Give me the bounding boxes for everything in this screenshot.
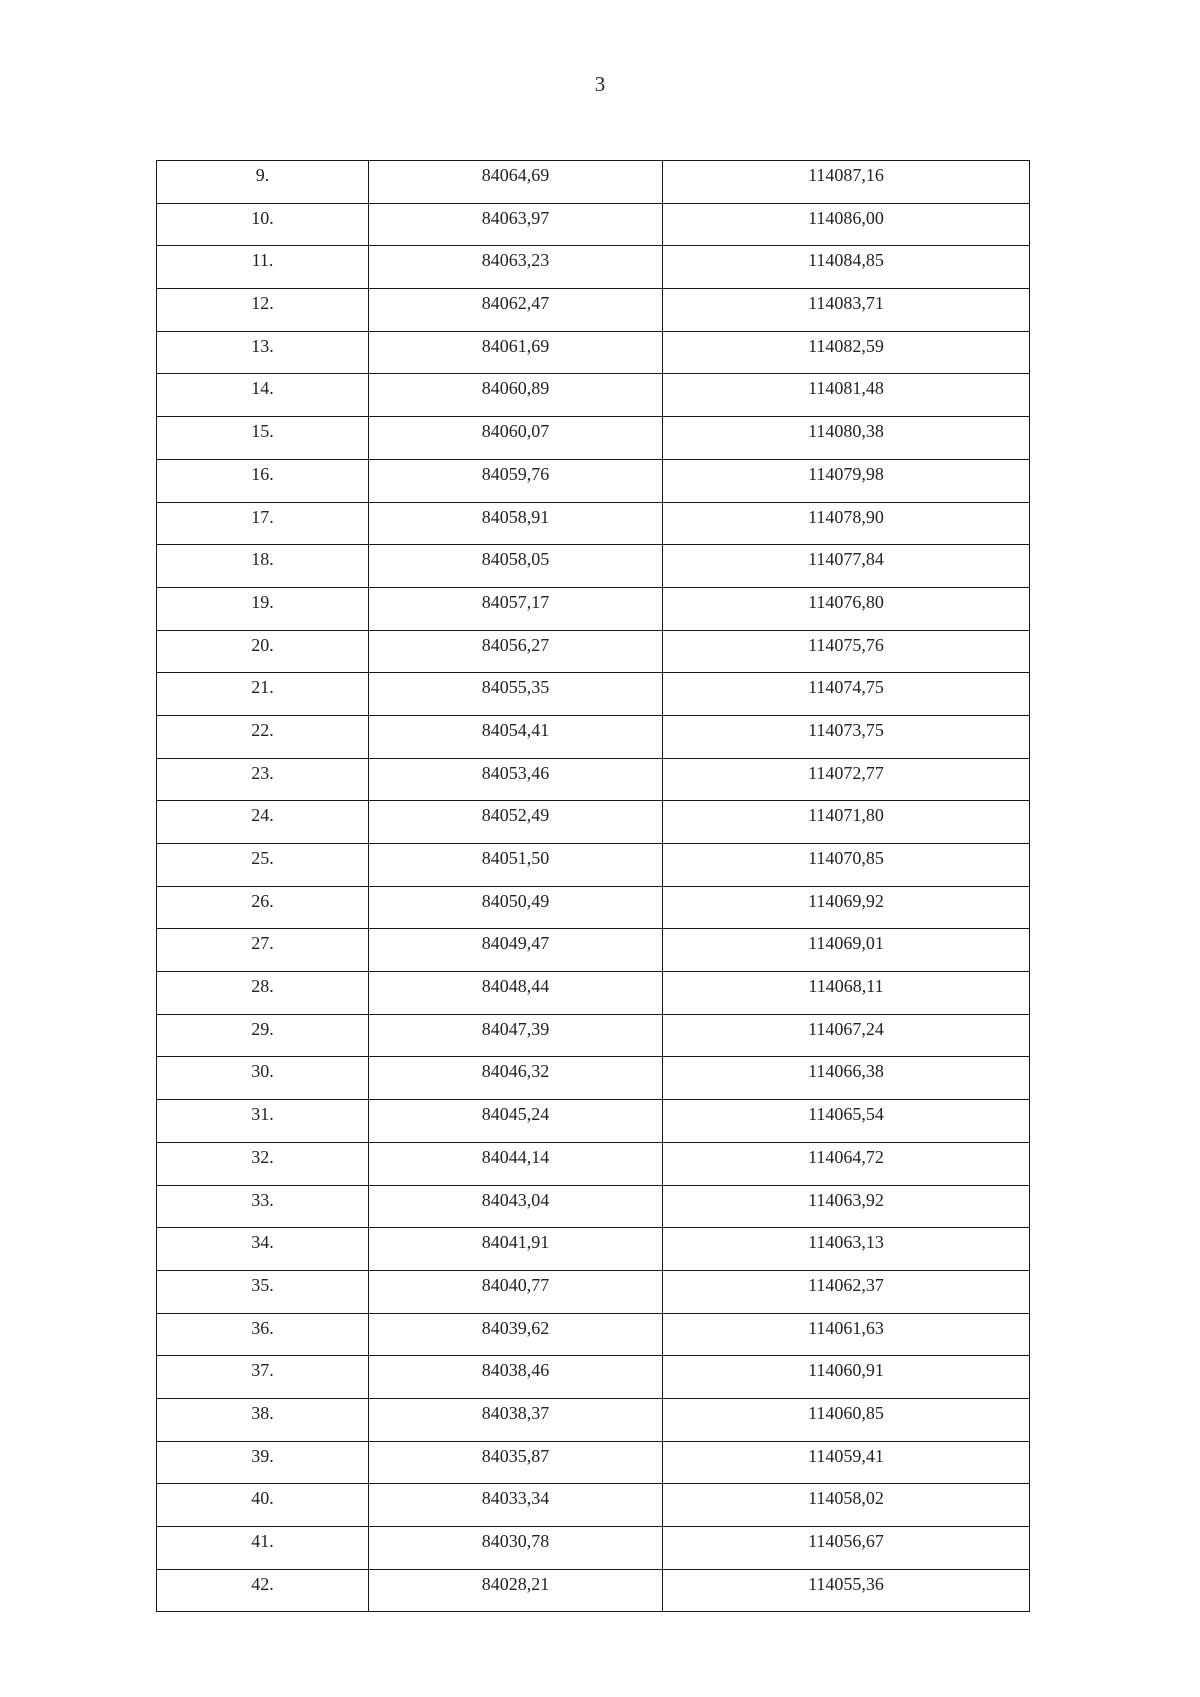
table-row [157,801,1030,844]
x-coordinate-cell: 84058,91 [369,502,663,545]
x-coordinate-cell: 84053,46 [369,758,663,801]
table-row [157,1441,1030,1484]
table-row [157,929,1030,972]
y-coordinate-cell: 114060,91 [663,1356,1030,1399]
x-coordinate-cell: 84030,78 [369,1527,663,1570]
coordinates-table-body [157,161,1030,1612]
y-coordinate-cell: 114079,98 [663,459,1030,502]
y-coordinate-cell: 114063,92 [663,1185,1030,1228]
point-number-cell: 28. [157,972,369,1015]
y-coordinate-cell: 114072,77 [663,758,1030,801]
x-coordinate-cell: 84052,49 [369,801,663,844]
y-coordinate-cell: 114082,59 [663,331,1030,374]
table-row [157,1014,1030,1057]
y-coordinate-cell: 114056,67 [663,1527,1030,1570]
point-number-cell: 40. [157,1484,369,1527]
page-number: 3 [594,72,606,96]
x-coordinate-cell: 84039,62 [369,1313,663,1356]
point-number-cell: 26. [157,886,369,929]
x-coordinate-cell: 84040,77 [369,1270,663,1313]
point-number-cell: 16. [157,459,369,502]
y-coordinate-cell: 114078,90 [663,502,1030,545]
point-number-cell: 35. [157,1270,369,1313]
x-coordinate-cell: 84064,69 [369,161,663,204]
y-coordinate-cell: 114070,85 [663,844,1030,887]
y-coordinate-cell: 114059,41 [663,1441,1030,1484]
table-row [157,1484,1030,1527]
point-number-cell: 42. [157,1569,369,1612]
table-row [157,972,1030,1015]
table-row [157,374,1030,417]
point-number-cell: 33. [157,1185,369,1228]
point-number-cell: 14. [157,374,369,417]
point-number-cell: 31. [157,1100,369,1143]
point-number-cell: 9. [157,161,369,204]
table-row [157,587,1030,630]
x-coordinate-cell: 84063,97 [369,203,663,246]
y-coordinate-cell: 114062,37 [663,1270,1030,1313]
x-coordinate-cell: 84048,44 [369,972,663,1015]
table-row [157,1057,1030,1100]
x-coordinate-cell: 84060,07 [369,417,663,460]
y-coordinate-cell: 114063,13 [663,1228,1030,1271]
point-number-cell: 21. [157,673,369,716]
x-coordinate-cell: 84054,41 [369,715,663,758]
point-number-cell: 34. [157,1228,369,1271]
table-row [157,673,1030,716]
y-coordinate-cell: 114069,01 [663,929,1030,972]
point-number-cell: 20. [157,630,369,673]
table-row [157,459,1030,502]
table-row [157,758,1030,801]
point-number-cell: 24. [157,801,369,844]
x-coordinate-cell: 84043,04 [369,1185,663,1228]
table-row [157,1142,1030,1185]
y-coordinate-cell: 114083,71 [663,289,1030,332]
y-coordinate-cell: 114055,36 [663,1569,1030,1612]
table-row [157,331,1030,374]
table-row [157,715,1030,758]
table-row [157,161,1030,204]
table-row [157,1185,1030,1228]
y-coordinate-cell: 114076,80 [663,587,1030,630]
x-coordinate-cell: 84046,32 [369,1057,663,1100]
table-row [157,246,1030,289]
point-number-cell: 25. [157,844,369,887]
coordinates-table [156,160,1030,1612]
x-coordinate-cell: 84033,34 [369,1484,663,1527]
point-number-cell: 27. [157,929,369,972]
point-number-cell: 29. [157,1014,369,1057]
y-coordinate-cell: 114071,80 [663,801,1030,844]
point-number-cell: 13. [157,331,369,374]
y-coordinate-cell: 114077,84 [663,545,1030,588]
y-coordinate-cell: 114064,72 [663,1142,1030,1185]
x-coordinate-cell: 84062,47 [369,289,663,332]
y-coordinate-cell: 114084,85 [663,246,1030,289]
point-number-cell: 36. [157,1313,369,1356]
x-coordinate-cell: 84045,24 [369,1100,663,1143]
table-row [157,630,1030,673]
y-coordinate-cell: 114061,63 [663,1313,1030,1356]
x-coordinate-cell: 84059,76 [369,459,663,502]
point-number-cell: 17. [157,502,369,545]
x-coordinate-cell: 84028,21 [369,1569,663,1612]
y-coordinate-cell: 114058,02 [663,1484,1030,1527]
y-coordinate-cell: 114066,38 [663,1057,1030,1100]
point-number-cell: 38. [157,1398,369,1441]
x-coordinate-cell: 84057,17 [369,587,663,630]
table-row [157,203,1030,246]
point-number-cell: 30. [157,1057,369,1100]
x-coordinate-cell: 84049,47 [369,929,663,972]
x-coordinate-cell: 84035,87 [369,1441,663,1484]
point-number-cell: 37. [157,1356,369,1399]
y-coordinate-cell: 114065,54 [663,1100,1030,1143]
y-coordinate-cell: 114074,75 [663,673,1030,716]
y-coordinate-cell: 114081,48 [663,374,1030,417]
y-coordinate-cell: 114086,00 [663,203,1030,246]
x-coordinate-cell: 84058,05 [369,545,663,588]
point-number-cell: 10. [157,203,369,246]
y-coordinate-cell: 114075,76 [663,630,1030,673]
table-row [157,1313,1030,1356]
x-coordinate-cell: 84063,23 [369,246,663,289]
point-number-cell: 22. [157,715,369,758]
table-row [157,1527,1030,1570]
table-row [157,844,1030,887]
x-coordinate-cell: 84060,89 [369,374,663,417]
point-number-cell: 11. [157,246,369,289]
x-coordinate-cell: 84038,37 [369,1398,663,1441]
y-coordinate-cell: 114073,75 [663,715,1030,758]
x-coordinate-cell: 84050,49 [369,886,663,929]
x-coordinate-cell: 84038,46 [369,1356,663,1399]
table-row [157,502,1030,545]
y-coordinate-cell: 114080,38 [663,417,1030,460]
y-coordinate-cell: 114068,11 [663,972,1030,1015]
point-number-cell: 19. [157,587,369,630]
x-coordinate-cell: 84061,69 [369,331,663,374]
y-coordinate-cell: 114069,92 [663,886,1030,929]
point-number-cell: 12. [157,289,369,332]
x-coordinate-cell: 84051,50 [369,844,663,887]
point-number-cell: 32. [157,1142,369,1185]
table-row [157,289,1030,332]
y-coordinate-cell: 114060,85 [663,1398,1030,1441]
y-coordinate-cell: 114087,16 [663,161,1030,204]
table-row [157,1356,1030,1399]
point-number-cell: 23. [157,758,369,801]
point-number-cell: 39. [157,1441,369,1484]
table-row [157,417,1030,460]
table-row [157,1228,1030,1271]
y-coordinate-cell: 114067,24 [663,1014,1030,1057]
point-number-cell: 15. [157,417,369,460]
point-number-cell: 41. [157,1527,369,1570]
x-coordinate-cell: 84055,35 [369,673,663,716]
x-coordinate-cell: 84044,14 [369,1142,663,1185]
table-row [157,1398,1030,1441]
table-row [157,1569,1030,1612]
table-row [157,545,1030,588]
point-number-cell: 18. [157,545,369,588]
table-row [157,1100,1030,1143]
table-row [157,886,1030,929]
x-coordinate-cell: 84056,27 [369,630,663,673]
table-row [157,1270,1030,1313]
x-coordinate-cell: 84047,39 [369,1014,663,1057]
x-coordinate-cell: 84041,91 [369,1228,663,1271]
